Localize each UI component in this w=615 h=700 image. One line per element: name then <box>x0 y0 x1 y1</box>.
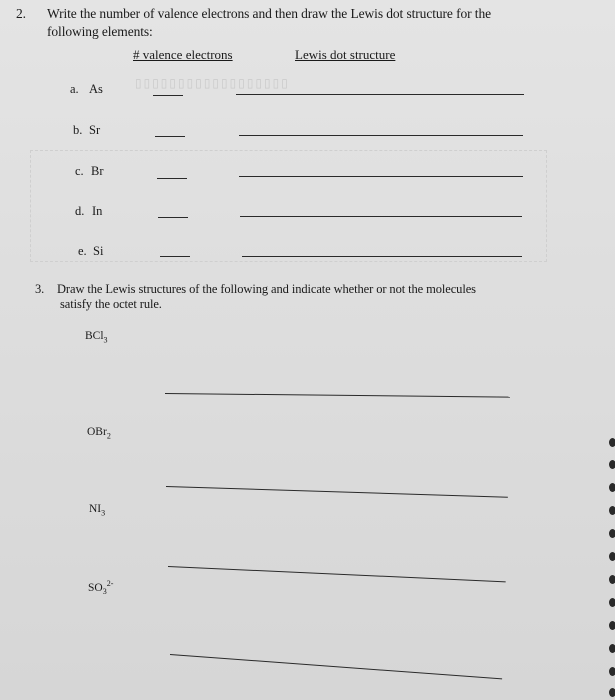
item-b-valence-blank[interactable] <box>155 136 185 137</box>
item-a-lewis-blank[interactable] <box>236 94 524 95</box>
item-b-element: Sr <box>89 123 101 137</box>
q3-number: 3. <box>35 282 45 296</box>
so3-answer-line[interactable] <box>170 654 502 679</box>
q2-instruction-line1: Write the number of valence electrons and then draw the Lewis dot structure for the <box>47 6 491 21</box>
q2-instruction-line2: following elements: <box>47 24 153 39</box>
obr2-answer-line[interactable] <box>166 486 508 498</box>
bleed-through-text: ▯▯▯▯▯▯▯▯▯▯▯▯▯▯▯▯▯▯ <box>135 76 290 90</box>
item-a-valence-blank[interactable] <box>153 95 183 96</box>
item-c-lewis-blank[interactable] <box>239 176 523 177</box>
lewis-dot-heading: Lewis dot structure <box>295 47 396 62</box>
ni3-answer-line[interactable] <box>168 566 506 582</box>
q3-instruction-line2: satisfy the octet rule. <box>60 297 162 311</box>
item-e-lewis-blank[interactable] <box>242 256 522 257</box>
bcl3-answer-line[interactable] <box>165 393 510 398</box>
item-a-label: a. <box>70 82 79 96</box>
item-b-label: b. <box>73 123 83 137</box>
faint-grid-box <box>30 150 547 262</box>
item-a-element: As <box>89 82 103 96</box>
item-c-label: c. <box>75 164 84 178</box>
molecule-ni3: $NI_3$ <box>89 503 106 518</box>
q3-instruction-line1: Draw the Lewis structures of the following and indicate whether or not the molecules <box>57 282 476 296</box>
item-e-valence-blank[interactable] <box>160 256 190 257</box>
item-d-valence-blank[interactable] <box>158 217 188 218</box>
item-e-label: e. <box>78 244 87 258</box>
q2-number: 2. <box>16 6 26 21</box>
item-d-label: d. <box>75 204 85 218</box>
item-d-lewis-blank[interactable] <box>240 216 522 217</box>
item-b-lewis-blank[interactable] <box>239 135 523 136</box>
molecule-so3-2minus: $SO_3^{2-}$ <box>88 579 114 597</box>
item-d-element: In <box>92 204 103 218</box>
item-c-element: Br <box>91 164 104 178</box>
valence-electrons-heading: # valence electrons <box>133 47 233 62</box>
item-c-valence-blank[interactable] <box>157 178 187 179</box>
molecule-bcl3: BCl$_3$ <box>85 330 108 345</box>
molecule-obr2: OBr$_2$ <box>87 426 111 441</box>
item-e-element: Si <box>93 244 104 258</box>
